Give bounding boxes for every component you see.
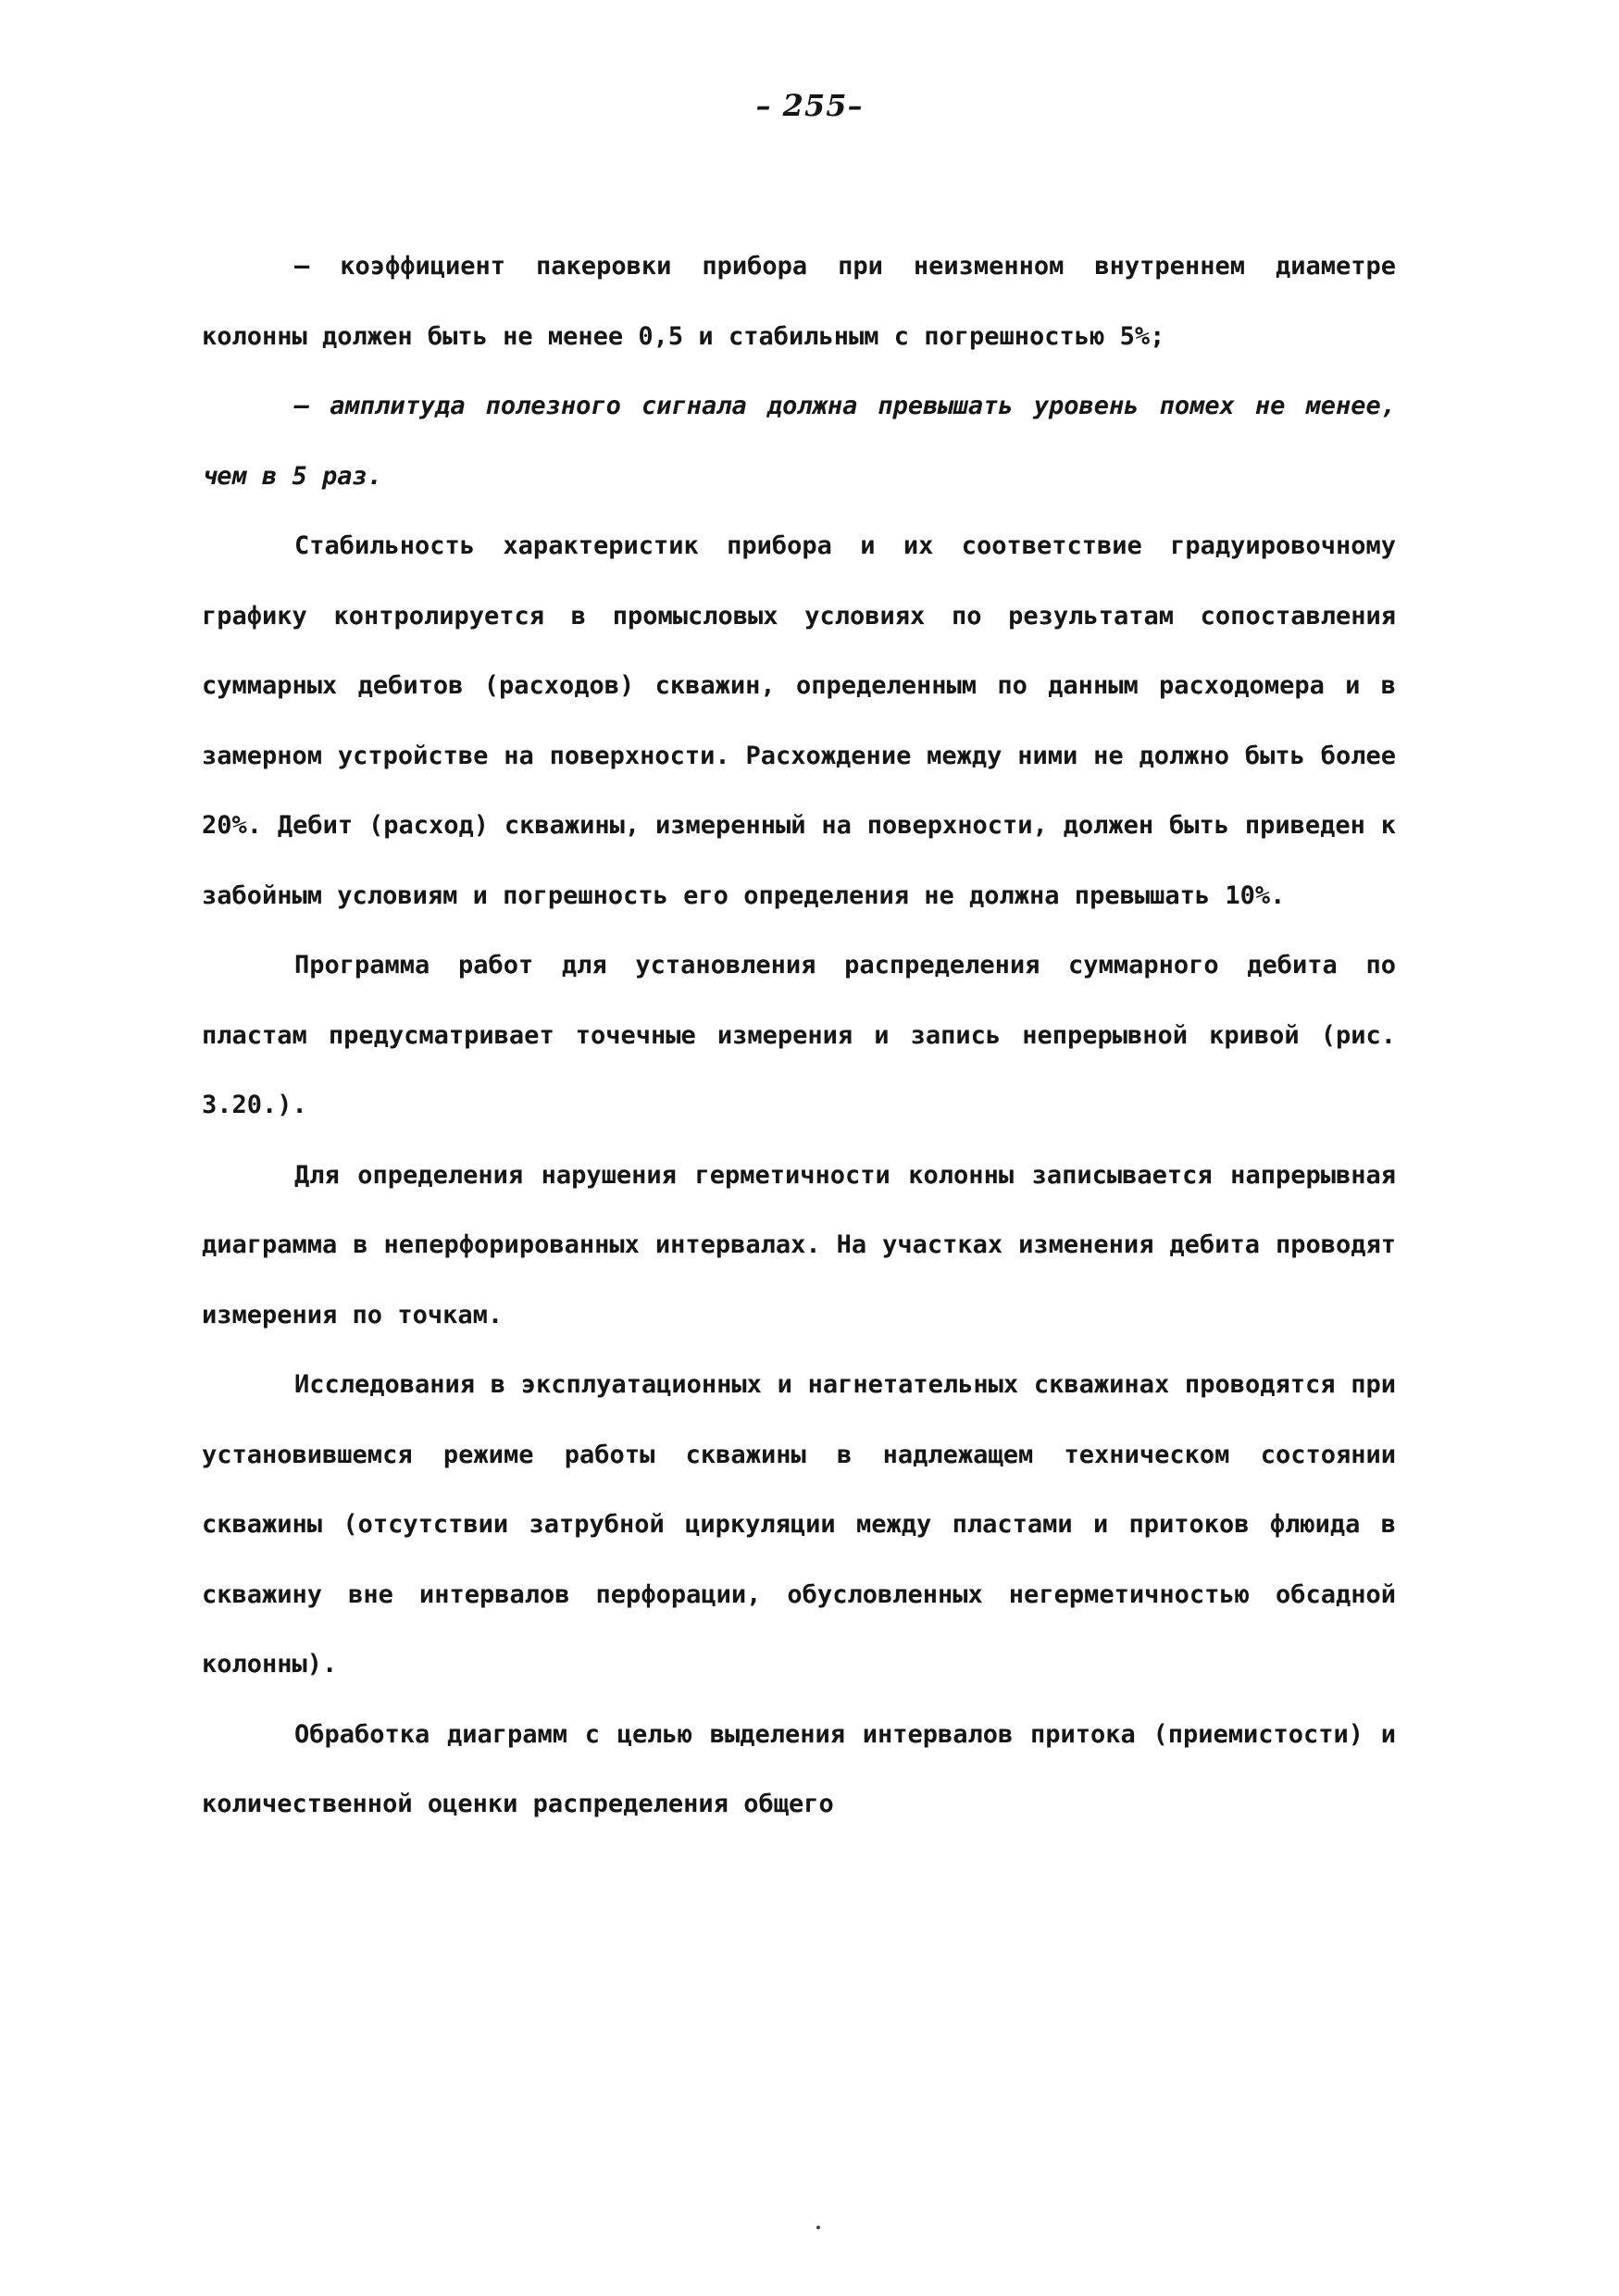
paragraph-diagram-processing: Обработка диаграмм с целью выделения интервалов притока (приемистости) и количественной оценки распределения общего: [202, 1719, 1396, 1818]
document-body: [202, 231, 1396, 1840]
paragraph-work-program: Программа работ для установления распределения суммарного дебита по пластам предусматривает точечные измерения и запись непрерывной кривой (рис. 3.20.).: [202, 951, 1396, 1119]
page-number: – 255–: [755, 88, 864, 123]
paragraph-stability: Стабильность характеристик прибора и их соответствие градуировочному графику контролируется в промысловых условиях по результатам сопоставления суммарных дебитов (расходов) скважин, определенным по данным расходомера и в замерном устройстве на поверхности. Расхождение между ними не должно быть более 20%. Дебит (расход) скважины, измеренный на поверхности, должен быть приведен к забойным условиям и погрешность его определения не должна превышать 10%.: [202, 531, 1396, 910]
scan-speck: [816, 2226, 820, 2229]
paragraph-well-research: Исследования в эксплуатационных и нагнетательных скважинах проводятся при установившемся режиме работы скважины в надлежащем техническом состоянии скважины (отсутствии затрубной циркуляции между пластами и притоков флюида в скважину вне интервалов перфорации, обусловленных негерметичностью обсадной колонны).: [202, 1370, 1396, 1678]
paragraph-leak-detection: Для определения нарушения герметичности колонны записывается напрерывная диаграмма в неперфорированных интервалах. На участках изменения дебита проводят измерения по точкам.: [202, 1160, 1396, 1329]
paragraph-packing-coefficient: – коэффициент пакеровки прибора при неизменном внутреннем диаметре колонны должен быть не менее 0,5 и стабильным с погрешностью 5%;: [202, 252, 1396, 351]
paragraph-signal-amplitude: – амплитуда полезного сигнала должна превышать уровень помех не менее, чем в 5 раз.: [202, 392, 1396, 491]
